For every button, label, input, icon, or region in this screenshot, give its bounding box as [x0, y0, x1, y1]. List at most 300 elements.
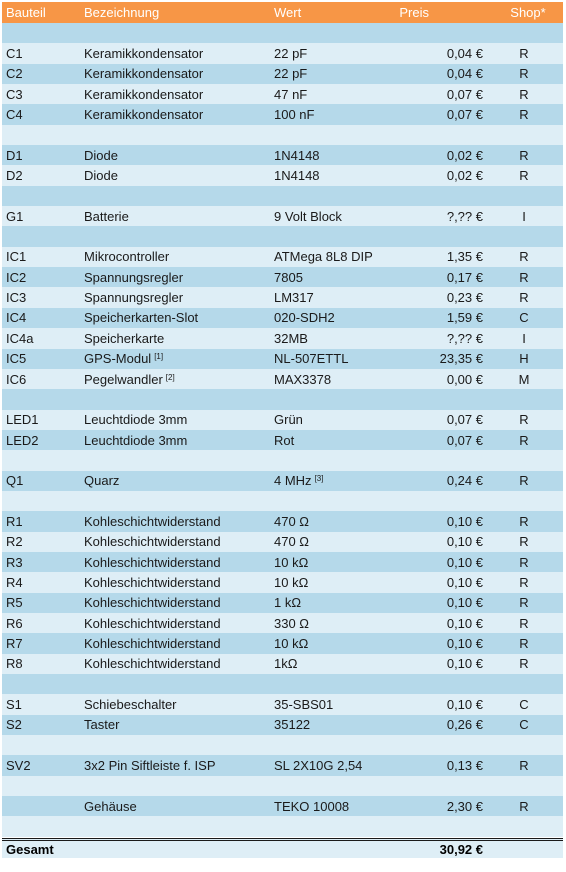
table-row: [2, 450, 563, 470]
cell-shop: [502, 64, 546, 84]
cell-shop-text: C: [519, 697, 529, 713]
cell-description: [84, 84, 203, 104]
cell-part-text: IC6: [6, 371, 27, 387]
cell-price: [447, 267, 483, 287]
cell-shop: [502, 165, 546, 185]
cell-shop-text: R: [519, 412, 529, 428]
total-row: [2, 838, 563, 858]
cell-part-text: SV2: [6, 758, 31, 774]
cell-shop-text: M: [518, 371, 530, 387]
cell-price: [440, 349, 483, 369]
table-row: [2, 104, 563, 124]
cell-value: [274, 633, 308, 653]
cell-price: [447, 552, 483, 572]
cell-price-text: ?,?? €: [446, 330, 483, 346]
cell-price-text: 0,10 €: [446, 635, 483, 651]
cell-description: [84, 694, 177, 714]
cell-value-text: ATMega 8L8 DIP: [274, 249, 373, 265]
cell-shop-text: R: [519, 635, 529, 651]
table-row: [2, 349, 563, 369]
cell-price-text: 0,24 €: [446, 473, 483, 489]
table-row: [2, 206, 563, 226]
cell-value: [274, 715, 310, 735]
cell-price-text: 0,00 €: [446, 371, 483, 387]
cell-value: [274, 328, 308, 348]
table-row: [2, 633, 563, 653]
cell-shop: [502, 43, 546, 63]
cell-value-text: 1N4148: [274, 147, 320, 163]
cell-part: [6, 572, 23, 592]
cell-value: [274, 287, 314, 307]
cell-value-text: 470 Ω: [274, 534, 310, 550]
table-row: [2, 735, 563, 755]
cell-shop-text: R: [519, 595, 529, 611]
cell-price-text: 0,13 €: [446, 758, 483, 774]
cell-shop: [502, 613, 546, 633]
cell-price-text: 0,04 €: [446, 66, 483, 82]
cell-part: [6, 755, 31, 775]
cell-part: [6, 552, 23, 572]
cell-part-text: R2: [6, 534, 23, 550]
cell-part-text: IC4a: [6, 330, 34, 346]
cell-shop: [502, 84, 546, 104]
cell-value: [274, 471, 323, 491]
table-row: [2, 23, 563, 43]
cell-shop: [502, 491, 546, 511]
cell-shop-text: H: [519, 351, 529, 367]
table-row: [2, 328, 563, 348]
cell-price: [447, 694, 483, 714]
cell-value: [274, 43, 307, 63]
cell-part: [6, 349, 26, 369]
cell-value: [274, 430, 294, 450]
cell-part-text: R8: [6, 656, 23, 672]
cell-value: [274, 410, 303, 430]
cell-price-text: 23,35 €: [439, 351, 483, 367]
cell-shop: [502, 125, 546, 145]
cell-shop: [502, 471, 546, 491]
cell-shop: [502, 511, 546, 531]
cell-part-text: R1: [6, 513, 23, 529]
cell-value-text: TEKO 10008: [274, 798, 350, 814]
cell-part-text: R5: [6, 595, 23, 611]
cell-description-text: Kohleschichtwiderstand: [84, 656, 221, 672]
cell-shop: [502, 572, 546, 592]
cell-part: [6, 308, 26, 328]
cell-value-text: 1kΩ: [274, 656, 298, 672]
table-row: [2, 572, 563, 592]
cell-value: [274, 572, 308, 592]
cell-value-text: 9 Volt Block: [274, 208, 342, 224]
cell-part-text: R4: [6, 574, 23, 590]
cell-value: [274, 165, 320, 185]
table-row: [2, 125, 563, 145]
cell-part: [6, 267, 26, 287]
cell-description: [84, 613, 221, 633]
cell-shop: [502, 247, 546, 267]
cell-value-text: 22 pF: [274, 46, 308, 62]
table-row: [2, 308, 563, 328]
cell-part: [6, 715, 22, 735]
cell-price: [447, 532, 483, 552]
cell-price: [447, 572, 483, 592]
cell-value-text: 35122: [274, 717, 311, 733]
cell-part: [6, 593, 23, 613]
cell-shop: [502, 633, 546, 653]
table-row: [2, 84, 563, 104]
cell-description: [84, 308, 198, 328]
cell-price: [447, 471, 483, 491]
table-row: [2, 165, 563, 185]
cell-description: [84, 247, 169, 267]
cell-part-text: LED1: [6, 412, 39, 428]
cell-description-text: Diode: [84, 147, 118, 163]
cell-value-text: 47 nF: [274, 86, 308, 102]
cell-description: [84, 64, 203, 84]
cell-price-text: 0,10 €: [446, 615, 483, 631]
cell-part-text: R7: [6, 635, 23, 651]
cell-price: [447, 308, 483, 328]
cell-price-text: 0,10 €: [446, 554, 483, 570]
cell-shop: [502, 369, 546, 389]
table-row: [2, 471, 563, 491]
table-row: [2, 64, 563, 84]
cell-description-text: Gehäuse: [84, 798, 137, 814]
cell-shop: [502, 287, 546, 307]
cell-value: [274, 267, 303, 287]
cell-description: [84, 593, 221, 613]
cell-price: [447, 104, 483, 124]
cell-value: [274, 84, 307, 104]
cell-value: [274, 511, 309, 531]
cell-description: [84, 369, 175, 389]
table-header: [2, 2, 563, 23]
cell-value: [274, 532, 309, 552]
cell-description-text: Keramikkondensator: [84, 46, 204, 62]
table-row: [2, 430, 563, 450]
table-row: [2, 816, 563, 836]
cell-shop: [502, 410, 546, 430]
cell-shop-text: R: [519, 147, 529, 163]
cell-value: [274, 206, 342, 226]
cell-description: [84, 654, 221, 674]
cell-value-text: 470 Ω: [274, 513, 310, 529]
cell-price-text: 0,07 €: [446, 86, 483, 102]
cell-part-text: IC1: [6, 249, 27, 265]
cell-part: [6, 84, 23, 104]
cell-price: [447, 328, 483, 348]
cell-price-text: 0,10 €: [446, 513, 483, 529]
cell-description-text: Schiebeschalter: [84, 697, 177, 713]
cell-price-text: 0,10 €: [446, 656, 483, 672]
cell-part-text: D1: [6, 147, 23, 163]
cell-value-text: 1 kΩ: [274, 595, 302, 611]
cell-part: [6, 206, 23, 226]
cell-part: [6, 471, 23, 491]
cell-part-text: R3: [6, 554, 23, 570]
cell-price: [447, 410, 483, 430]
cell-price: [447, 287, 483, 307]
cell-description: [84, 145, 118, 165]
cell-part-text: IC2: [6, 269, 27, 285]
footnote-ref: [3]: [314, 474, 324, 484]
cell-shop: [502, 23, 546, 43]
cell-price: [447, 755, 483, 775]
cell-price: [447, 84, 483, 104]
cell-part-text: C2: [6, 66, 23, 82]
cell-part: [6, 287, 26, 307]
cell-price: [447, 145, 483, 165]
header-shop: Shop*: [510, 5, 546, 20]
cell-shop-text: R: [519, 66, 529, 82]
cell-shop-text: R: [519, 554, 529, 570]
header-part: Bauteil: [6, 5, 46, 20]
table-row: [2, 511, 563, 531]
cell-shop: [502, 206, 546, 226]
cell-shop-text: I: [522, 330, 526, 346]
cell-shop: [502, 674, 546, 694]
cell-value-text: 4 MHz: [274, 473, 312, 489]
cell-description-text: Kohleschichtwiderstand: [84, 574, 221, 590]
cell-shop-text: R: [519, 534, 529, 550]
cell-value-text: 1N4148: [274, 168, 320, 184]
cell-description-text: Batterie: [84, 208, 129, 224]
cell-shop-text: R: [519, 758, 529, 774]
cell-description-text: Leuchtdiode 3mm: [84, 432, 188, 448]
cell-shop-text: R: [519, 473, 529, 489]
table-row: [2, 369, 563, 389]
cell-description: [84, 410, 187, 430]
table-row: [2, 674, 563, 694]
cell-shop: [502, 654, 546, 674]
table-row: [2, 43, 563, 63]
cell-part-text: R6: [6, 615, 23, 631]
cell-value-text: 330 Ω: [274, 615, 310, 631]
cell-part: [6, 694, 22, 714]
cell-description-text: GPS-Modul: [84, 351, 152, 367]
cell-value-text: 10 kΩ: [274, 554, 309, 570]
cell-shop: [502, 755, 546, 775]
cell-shop-text: R: [519, 86, 529, 102]
cell-shop-text: R: [519, 574, 529, 590]
cell-description-text: Keramikkondensator: [84, 86, 204, 102]
cell-part: [6, 511, 23, 531]
cell-description-text: Kohleschichtwiderstand: [84, 513, 221, 529]
cell-value: [274, 654, 297, 674]
cell-description-text: Kohleschichtwiderstand: [84, 635, 221, 651]
cell-description: [84, 796, 137, 816]
cell-shop-text: R: [519, 249, 529, 265]
cell-shop: [502, 715, 546, 735]
cell-price-text: 0,26 €: [446, 717, 483, 733]
cell-value-text: LM317: [274, 290, 314, 306]
table-row: [2, 755, 563, 775]
cell-price: [447, 206, 483, 226]
cell-description: [84, 104, 203, 124]
cell-shop-text: R: [519, 798, 529, 814]
cell-part: [6, 532, 23, 552]
table-row: [2, 613, 563, 633]
cell-price-text: 0,23 €: [446, 290, 483, 306]
total-price: 30,92 €: [439, 841, 483, 857]
cell-shop-text: R: [519, 656, 529, 672]
cell-shop: [502, 328, 546, 348]
cell-price-text: 0,10 €: [446, 697, 483, 713]
cell-description: [84, 165, 118, 185]
cell-description: [84, 287, 183, 307]
cell-description: [84, 349, 163, 369]
cell-shop: [502, 430, 546, 450]
cell-price-text: 0,07 €: [446, 107, 483, 123]
cell-shop-text: R: [519, 168, 529, 184]
cell-description-text: Kohleschichtwiderstand: [84, 534, 221, 550]
cell-value-text: 22 pF: [274, 66, 308, 82]
cell-value-text: 35-SBS01: [274, 697, 334, 713]
cell-price-text: 0,17 €: [446, 269, 483, 285]
cell-value: [274, 104, 314, 124]
cell-shop: [502, 104, 546, 124]
cell-value-text: 10 kΩ: [274, 574, 309, 590]
cell-price-text: ?,?? €: [446, 208, 483, 224]
cell-part-text: G1: [6, 208, 24, 224]
cell-price-text: 1,59 €: [446, 310, 483, 326]
cell-value-text: Rot: [274, 432, 295, 448]
cell-price: [447, 613, 483, 633]
cell-shop-text: R: [519, 432, 529, 448]
cell-price-text: 0,04 €: [446, 46, 483, 62]
cell-price-text: 0,10 €: [446, 595, 483, 611]
cell-description-text: Quarz: [84, 473, 120, 489]
cell-price: [447, 43, 483, 63]
cell-price-text: 0,07 €: [446, 412, 483, 428]
cell-price: [447, 654, 483, 674]
cell-value: [274, 613, 309, 633]
cell-shop-text: R: [519, 269, 529, 285]
table-body: [2, 23, 563, 837]
cell-description-text: 3x2 Pin Siftleiste f. ISP: [84, 758, 216, 774]
cell-part: [6, 410, 39, 430]
cell-part: [6, 145, 23, 165]
cell-value-text: NL-507ETTL: [274, 351, 349, 367]
cell-part: [6, 430, 39, 450]
table-row: [2, 247, 563, 267]
cell-part: [6, 104, 23, 124]
cell-part: [6, 633, 23, 653]
table-row: [2, 410, 563, 430]
cell-value: [274, 247, 373, 267]
table-row: [2, 389, 563, 409]
cell-part: [6, 64, 23, 84]
cell-part-text: C3: [6, 86, 23, 102]
cell-price-text: 0,02 €: [446, 168, 483, 184]
cell-price-text: 1,35 €: [446, 249, 483, 265]
cell-description: [84, 715, 119, 735]
cell-value-text: 020-SDH2: [274, 310, 335, 326]
cell-part-text: S1: [6, 697, 22, 713]
cell-shop-text: R: [519, 290, 529, 306]
cell-shop-text: R: [519, 107, 529, 123]
cell-description-text: Spannungsregler: [84, 269, 184, 285]
cell-part-text: Q1: [6, 473, 24, 489]
table-row: [2, 491, 563, 511]
cell-description: [84, 43, 203, 63]
cell-part-text: C1: [6, 46, 23, 62]
cell-description-text: Leuchtdiode 3mm: [84, 412, 188, 428]
cell-value-text: 100 nF: [274, 107, 315, 123]
cell-value-text: 7805: [274, 269, 303, 285]
cell-description: [84, 633, 221, 653]
cell-part-text: IC4: [6, 310, 27, 326]
cell-value-text: 10 kΩ: [274, 635, 309, 651]
cell-value: [274, 64, 307, 84]
cell-shop: [502, 389, 546, 409]
cell-shop-text: C: [519, 310, 529, 326]
header-price: Preis: [399, 5, 429, 20]
table-row: [2, 593, 563, 613]
cell-value-text: 32MB: [274, 330, 308, 346]
cell-part-text: D2: [6, 168, 23, 184]
cell-price: [447, 796, 483, 816]
cell-description-text: Kohleschichtwiderstand: [84, 615, 221, 631]
footnote-ref: [2]: [165, 372, 175, 382]
cell-part: [6, 328, 33, 348]
cell-description-text: Mikrocontroller: [84, 249, 170, 265]
cell-value-text: MAX3378: [274, 371, 332, 387]
cell-shop: [502, 145, 546, 165]
cell-price-text: 0,10 €: [446, 574, 483, 590]
cell-price-text: 0,10 €: [446, 534, 483, 550]
cell-part: [6, 247, 26, 267]
cell-value: [274, 593, 301, 613]
table-row: [2, 552, 563, 572]
cell-shop: [502, 694, 546, 714]
cell-value: [274, 308, 335, 328]
cell-description-text: Taster: [84, 717, 120, 733]
cell-description-text: Speicherkarte: [84, 330, 165, 346]
table-row: [2, 186, 563, 206]
cell-shop: [502, 735, 546, 755]
header-value: Wert: [274, 5, 302, 20]
table-row: [2, 267, 563, 287]
cell-shop: [502, 593, 546, 613]
cell-price: [447, 633, 483, 653]
cell-description-text: Kohleschichtwiderstand: [84, 595, 221, 611]
cell-shop-text: C: [519, 717, 529, 733]
cell-shop: [502, 776, 546, 796]
cell-description-text: Pegelwandler: [84, 371, 163, 387]
cell-description-text: Speicherkarten-Slot: [84, 310, 199, 326]
table-row: [2, 287, 563, 307]
header-description: Bezeichnung: [84, 5, 160, 20]
cell-shop-text: R: [519, 615, 529, 631]
cell-description: [84, 471, 119, 491]
cell-value: [274, 694, 333, 714]
cell-shop-text: R: [519, 513, 529, 529]
cell-description: [84, 511, 221, 531]
cell-description: [84, 572, 221, 592]
cell-price: [447, 64, 483, 84]
total-label: Gesamt: [6, 841, 54, 857]
table-row: [2, 145, 563, 165]
cell-part: [6, 43, 23, 63]
cell-shop: [502, 816, 546, 836]
cell-price: [447, 430, 483, 450]
table-row: [2, 776, 563, 796]
cell-description: [84, 532, 221, 552]
cell-shop: [502, 349, 546, 369]
table-row: [2, 715, 563, 735]
cell-shop-text: R: [519, 46, 529, 62]
